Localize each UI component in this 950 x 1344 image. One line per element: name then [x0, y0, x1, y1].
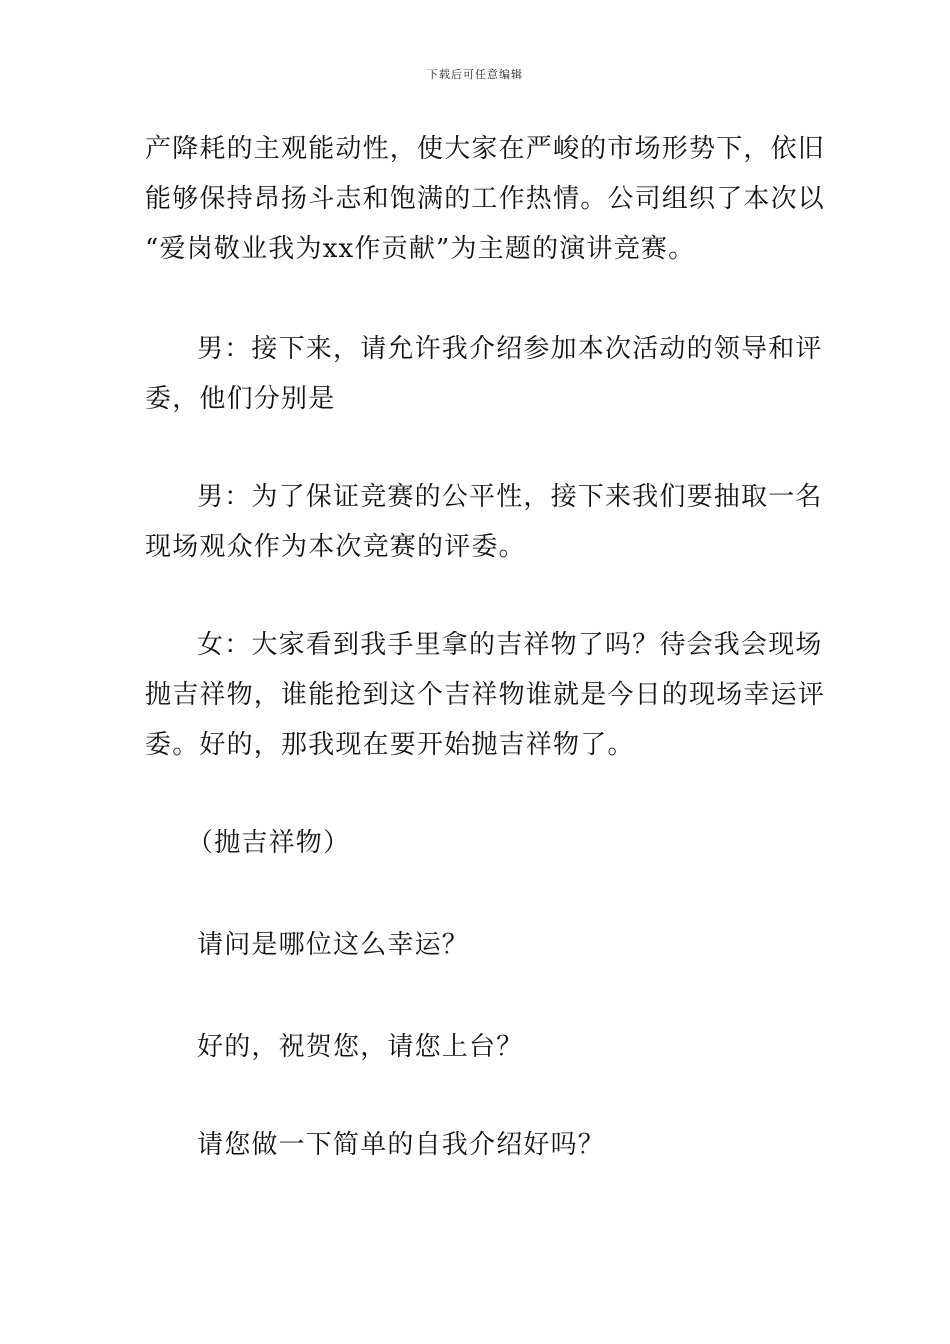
paragraph-4-line-1: 女：大家看到我手里拿的吉祥物了吗？待会我会现场	[197, 630, 823, 660]
paragraph-2-line-2: 委，他们分别是	[145, 384, 336, 414]
paragraph-2-line-1: 男：接下来，请允许我介绍参加本次活动的领导和评	[197, 334, 823, 364]
page-header: 下载后可任意编辑	[427, 68, 523, 81]
paragraph-6-line-1: 请问是哪位这么幸运？	[197, 930, 470, 960]
paragraph-4-line-2: 抛吉祥物，谁能抢到这个吉祥物谁就是今日的现场幸运评	[145, 680, 826, 710]
paragraph-4-line-3: 委。好的，那我现在要开始抛吉祥物了。	[145, 730, 635, 760]
paragraph-7-line-1: 好的，祝贺您，请您上台？	[197, 1032, 524, 1062]
paragraph-3-line-2: 现场观众作为本次竞赛的评委。	[145, 532, 526, 562]
paragraph-1-line-1: 产降耗的主观能动性，使大家在严峻的市场形势下，依旧	[145, 134, 826, 164]
paragraph-8-line-1: 请您做一下简单的自我介绍好吗？	[197, 1130, 606, 1160]
paragraph-5-line-1: （抛吉祥物）	[187, 828, 351, 858]
paragraph-1-line-3: “爱岗敬业我为xx作贡献”为主题的演讲竞赛。	[145, 234, 696, 264]
paragraph-1-line-2: 能够保持昂扬斗志和饱满的工作热情。公司组织了本次以	[145, 184, 826, 214]
paragraph-3-line-1: 男：为了保证竞赛的公平性，接下来我们要抽取一名	[197, 482, 823, 512]
